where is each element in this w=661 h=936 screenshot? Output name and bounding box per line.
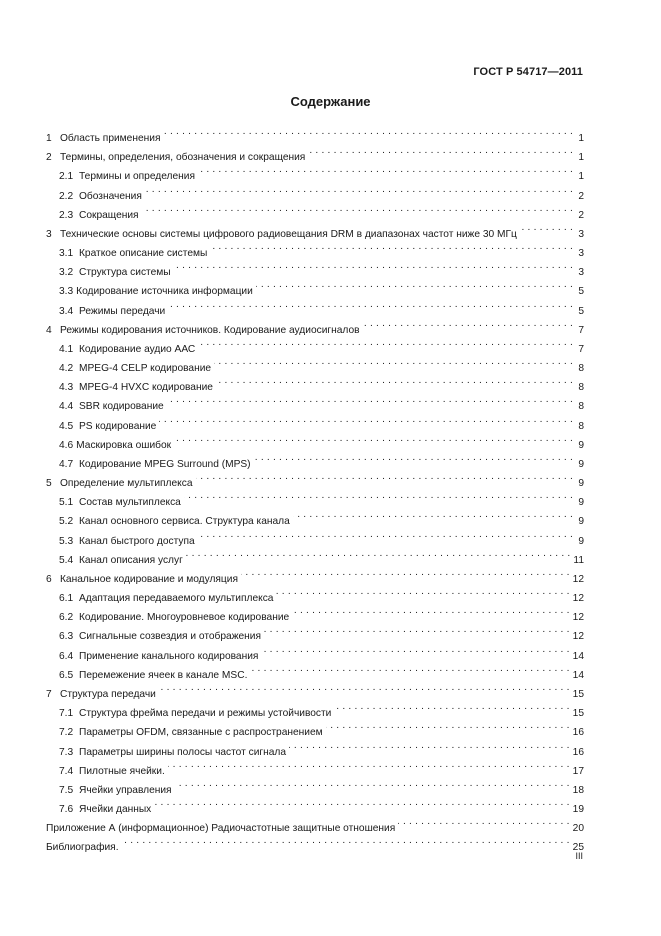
dot-leader [198,333,573,352]
toc-entry-page: 1 [578,133,584,144]
toc-entry-number: 7.5 [59,784,74,796]
toc-entry-label: Маскировка ошибок [76,439,172,451]
toc-entry-label: Параметры ширины полосы частот сигнала [79,746,287,758]
dot-leader [250,659,569,678]
toc-entry-number: 5.2 [59,516,74,528]
toc-entry-number: 2 [46,152,52,164]
toc-entry-page: 17 [572,765,584,777]
toc-entry-number: 7 [46,688,52,700]
toc-entry-number: 1 [46,133,52,144]
toc-entry-label: PS кодирование [79,420,157,432]
toc-entry-number: 2.1 [59,171,74,183]
toc-entry-label: Технические основы системы цифрового радиовещания DRM в диапазонах частот ниже 30 МГц [60,228,517,240]
toc-entry-number: 7.1 [59,708,74,720]
toc-entry-label: Ячейки управления [79,784,172,796]
dot-leader [276,582,569,601]
toc-entry-number: 4.3 [59,382,74,394]
dot-leader [145,180,573,199]
dot-leader [216,371,573,390]
dot-leader [198,160,573,179]
toc-entry-page: 12 [572,573,584,585]
toc-title: Содержание [290,94,371,109]
toc-entry-label: Параметры OFDM, связанные с распространением [79,727,323,739]
dot-leader [159,678,570,697]
toc-entry-page: 9 [578,516,584,528]
toc-entry-label: Применение канального кодирования [79,650,259,662]
toc-entry-number: 7.4 [59,765,74,777]
toc-entry-label: Состав мультиплекса [79,497,181,509]
toc-entry-label: Адаптация передаваемого мультиплекса [79,593,274,605]
dot-leader [241,563,570,582]
toc-entry-label: Краткое описание системы [79,248,208,260]
toc-entry-number: 3.4 [59,305,74,317]
toc-entry-page: 1 [578,171,584,183]
dot-leader [326,716,570,735]
toc-entry-page: 9 [578,478,584,490]
toc-entry-page: 25 [572,842,584,854]
toc-entry-label: Пилотные ячейки. [79,765,165,777]
toc-entry-number: 4.2 [59,363,74,375]
document-code: ГОСТ Р 54717—2011 [473,66,583,78]
toc-entry-page: 2 [578,209,584,221]
toc-entry-page: 12 [572,593,584,605]
toc-entry-page: 8 [578,363,584,375]
toc-entry-page: 12 [572,612,584,624]
toc-entry-page: 14 [572,650,584,662]
dot-leader [308,141,573,160]
toc-entry-label: Структура фрейма передачи и режимы устойчивости [79,708,332,720]
toc-entry-number: 7.3 [59,746,74,758]
toc-entry-label: Режимы кодирования источников. Кодирование аудиосигналов [60,324,360,336]
toc-entry-label: MPEG-4 HVXC кодирование [79,382,213,394]
dot-leader [175,774,570,793]
toc-entry-number: 6.1 [59,593,74,605]
toc-entry-label: MPEG-4 CELP кодирование [79,363,212,375]
toc-entry-page: 19 [572,804,584,816]
dot-leader [363,314,573,333]
toc-entry-label: Кодирование источника информации [76,286,253,298]
toc-entry-number: 4.1 [59,343,74,355]
toc-entry[interactable] [46,831,584,854]
dot-leader [174,429,573,448]
toc-entry-page: 2 [578,190,584,202]
dot-leader [184,486,573,505]
dot-leader [168,755,570,774]
dot-leader [198,525,573,544]
dot-leader [122,831,570,850]
toc-entry-page: 15 [572,688,584,700]
toc-entry-page: 8 [578,401,584,413]
dot-leader [289,736,570,755]
toc-entry-page: 1 [578,152,584,164]
toc-entry-page: 5 [578,305,584,317]
toc-entry[interactable] [46,122,584,144]
toc-entry-page: 16 [572,727,584,739]
table-of-contents [46,122,584,854]
toc-entry-number: 3.3 [59,286,74,298]
toc-entry-label: Структура передачи [60,688,156,700]
toc-entry-label: Сигнальные созвездия и отображения [79,631,262,643]
toc-entry-page: 8 [578,420,584,432]
toc-entry-label: Обозначения [79,190,142,202]
toc-entry-page: 9 [578,497,584,509]
toc-entry-label: Канал описания услуг [79,554,183,566]
toc-entry-label: Кодирование MPEG Surround (MPS) [79,458,251,470]
dot-leader [196,467,573,486]
toc-entry-label: Кодирование аудио ААС [79,343,196,355]
toc-entry-page: 8 [578,382,584,394]
dot-leader [398,812,569,831]
toc-entry-number: 2.3 [59,209,74,221]
toc-entry-number: 5 [46,478,52,490]
toc-entry-page: 11 [573,554,584,566]
toc-entry-label: Режимы передачи [79,305,166,317]
toc-entry-label: Сокращения [79,209,139,221]
dot-leader [334,697,569,716]
dot-leader [159,410,573,429]
dot-leader [163,122,573,141]
dot-leader [254,448,573,467]
toc-entry-number: 7.6 [59,804,74,816]
dot-leader [167,390,573,409]
toc-entry-number: 2.2 [59,190,74,202]
toc-entry-number: 3.2 [59,267,74,279]
toc-entry-page: 3 [578,228,584,240]
page-number: III [575,851,583,861]
toc-entry-label: Канальное кодирование и модуляция [60,573,238,585]
toc-entry-number: 5.4 [59,554,74,566]
toc-entry-number: 6.2 [59,612,74,624]
toc-entry-label: Приложение А (информационное) Радиочастотные защитные отношения [46,823,396,835]
toc-entry-number: 5.1 [59,497,74,509]
dot-leader [174,256,573,275]
toc-entry-number: 6.4 [59,650,74,662]
toc-entry-page: 12 [572,631,584,643]
toc-entry-label: Канал основного сервиса. Структура канала [79,516,290,528]
dot-leader [210,237,573,256]
toc-entry-number: 4.7 [59,458,74,470]
toc-entry-label: Ячейки данных [79,804,152,816]
toc-entry-number: 4.6 [59,439,74,451]
dot-leader [142,199,573,218]
toc-entry-page: 14 [572,669,584,681]
dot-leader [293,505,573,524]
toc-entry-label: SBR кодирование [79,401,164,413]
toc-entry-page: 20 [572,823,584,835]
toc-entry-number: 4.4 [59,401,74,413]
toc-entry-number: 6 [46,573,52,585]
toc-entry-label: Термины и определения [79,171,195,183]
dot-leader [168,295,573,314]
toc-entry-page: 18 [572,784,584,796]
toc-entry-page: 5 [578,286,584,298]
toc-entry-label: Область применения [60,133,161,144]
toc-entry-number: 6.3 [59,631,74,643]
dot-leader [261,640,569,659]
toc-entry-label: Библиография. [46,842,119,854]
toc-entry-label: Перемежение ячеек в канале MSC. [79,669,248,681]
dot-leader [214,352,573,371]
dot-leader [520,218,573,237]
toc-entry-page: 15 [572,708,584,720]
toc-entry-number: 5.3 [59,535,74,547]
dot-leader [154,793,569,812]
toc-entry-label: Определение мультиплекса [60,478,193,490]
toc-entry-page: 9 [578,439,584,451]
toc-entry-page: 9 [578,535,584,547]
toc-entry-page: 16 [572,746,584,758]
toc-entry-label: Структура системы [79,267,171,279]
toc-entry-number: 6.5 [59,669,74,681]
toc-entry-page: 9 [578,458,584,470]
toc-entry-label: Кодирование. Многоуровневое кодирование [79,612,290,624]
dot-leader [186,544,571,563]
dot-leader [256,275,573,294]
dot-leader [264,620,570,639]
toc-entry-label: Канал быстрого доступа [79,535,195,547]
toc-entry-number: 3.1 [59,248,74,260]
toc-entry-page: 7 [578,343,584,355]
toc-entry-number: 7.2 [59,727,74,739]
toc-entry-number: 3 [46,228,52,240]
toc-entry-page: 7 [578,324,584,336]
toc-entry-number: 4 [46,324,52,336]
toc-entry-number: 4.5 [59,420,74,432]
toc-entry-label: Термины, определения, обозначения и сокращения [60,152,306,164]
toc-entry-page: 3 [578,267,584,279]
toc-entry-page: 3 [578,248,584,260]
dot-leader [292,601,569,620]
